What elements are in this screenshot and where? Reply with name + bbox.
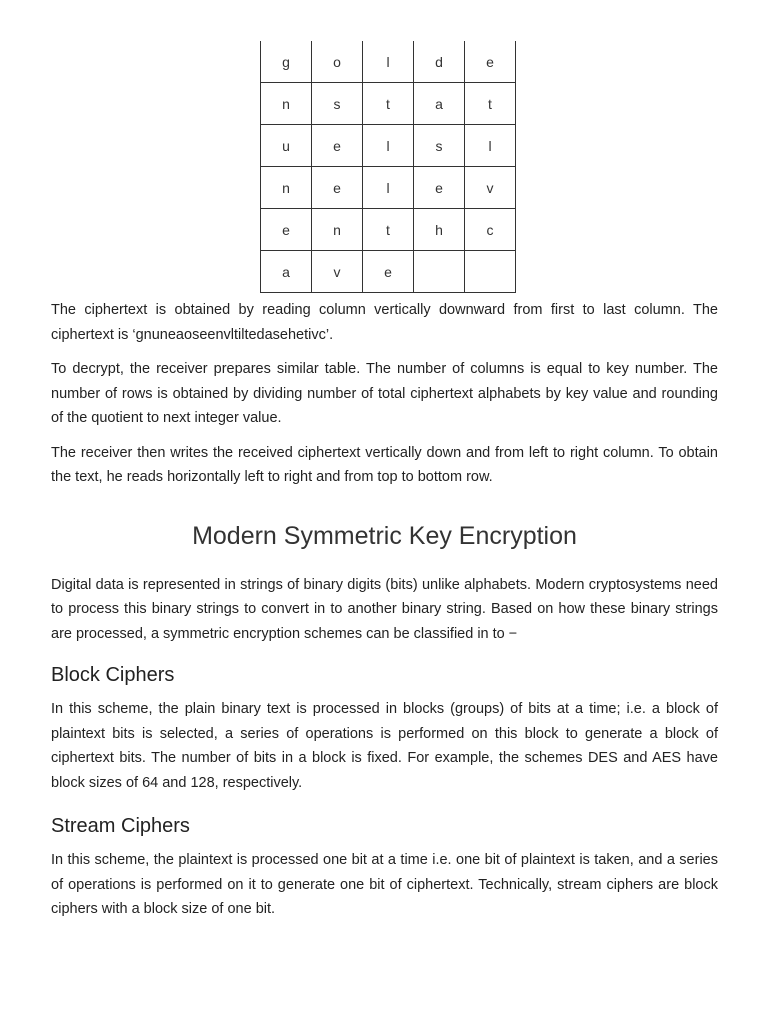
table-cell: c: [465, 209, 516, 251]
table-cell: g: [261, 41, 312, 83]
table-cell: n: [261, 167, 312, 209]
paragraph-stream-ciphers: In this scheme, the plaintext is processed one bit at a time i.e. one bit of plaintext is taken, and a series of operations is performed on it to generate one bit of ciphertext. Technically, stream ciphers are block ciphers with a block size of one bit.: [51, 852, 718, 917]
table-cell: e: [312, 125, 363, 167]
cipher-grid: [260, 41, 510, 290]
block-ciphers-heading: Block Ciphers: [51, 664, 175, 686]
table-row: [261, 125, 516, 167]
table-cell: s: [414, 125, 465, 167]
table-cell: t: [465, 83, 516, 125]
table-row: [261, 41, 516, 83]
section-title: Modern Symmetric Key Encryption: [192, 521, 577, 550]
cipher-table: [260, 41, 516, 293]
table-cell: n: [261, 83, 312, 125]
table-cell: e: [363, 251, 414, 293]
table-row: [261, 251, 516, 293]
table-cell: a: [414, 83, 465, 125]
table-cell: n: [312, 209, 363, 251]
paragraph-decrypt: To decrypt, the receiver prepares similar table. The number of columns is equal to key number. The number of rows is obtained by dividing number of total ciphertext alphabets by key value and rounding of the quotient to next integer value.: [51, 361, 718, 426]
table-cell: u: [261, 125, 312, 167]
table-cell: t: [363, 209, 414, 251]
table-cell: a: [261, 251, 312, 293]
table-row: [261, 167, 516, 209]
table-cell: d: [414, 41, 465, 83]
paragraph-ciphertext: The ciphertext is obtained by reading column vertically downward from first to last column. The ciphertext is ‘gnuneaoseenvltiltedasehetivc’.: [51, 302, 718, 343]
table-cell: l: [465, 125, 516, 167]
table-row: [261, 83, 516, 125]
table-cell: e: [465, 41, 516, 83]
table-cell: l: [363, 125, 414, 167]
table-cell: [414, 251, 465, 293]
table-cell: e: [414, 167, 465, 209]
stream-ciphers-heading: Stream Ciphers: [51, 815, 190, 837]
article-body: [51, 298, 718, 922]
paragraph-intro: Digital data is represented in strings of binary digits (bits) unlike alphabets. Modern cryptosystems need to process this binary strings to convert in to another binary string. Based on how these binary strings are processed, a symmetric encryption schemes can be classified in to −: [51, 576, 718, 642]
table-cell: [465, 251, 516, 293]
table-cell: s: [312, 83, 363, 125]
table-cell: h: [414, 209, 465, 251]
paragraph-block-ciphers: In this scheme, the plain binary text is processed in blocks (groups) of bits at a time; i.e. a block of plaintext bits is selected, a series of operations is performed on this block to generate a block of ciphertext bits. The number of bits in a block is fixed. For example, the schemes DES and AES have block sizes of 64 and 128, respectively.: [51, 701, 718, 791]
table-cell: o: [312, 41, 363, 83]
table-cell: v: [312, 251, 363, 293]
table-row: [261, 209, 516, 251]
table-cell: v: [465, 167, 516, 209]
table-cell: t: [363, 83, 414, 125]
table-cell: l: [363, 41, 414, 83]
paragraph-receiver: The receiver then writes the received ciphertext vertically down and from left to right column. To obtain the text, he reads horizontally left to right and from top to bottom row.: [51, 444, 718, 485]
table-cell: l: [363, 167, 414, 209]
table-cell: e: [261, 209, 312, 251]
table-cell: e: [312, 167, 363, 209]
